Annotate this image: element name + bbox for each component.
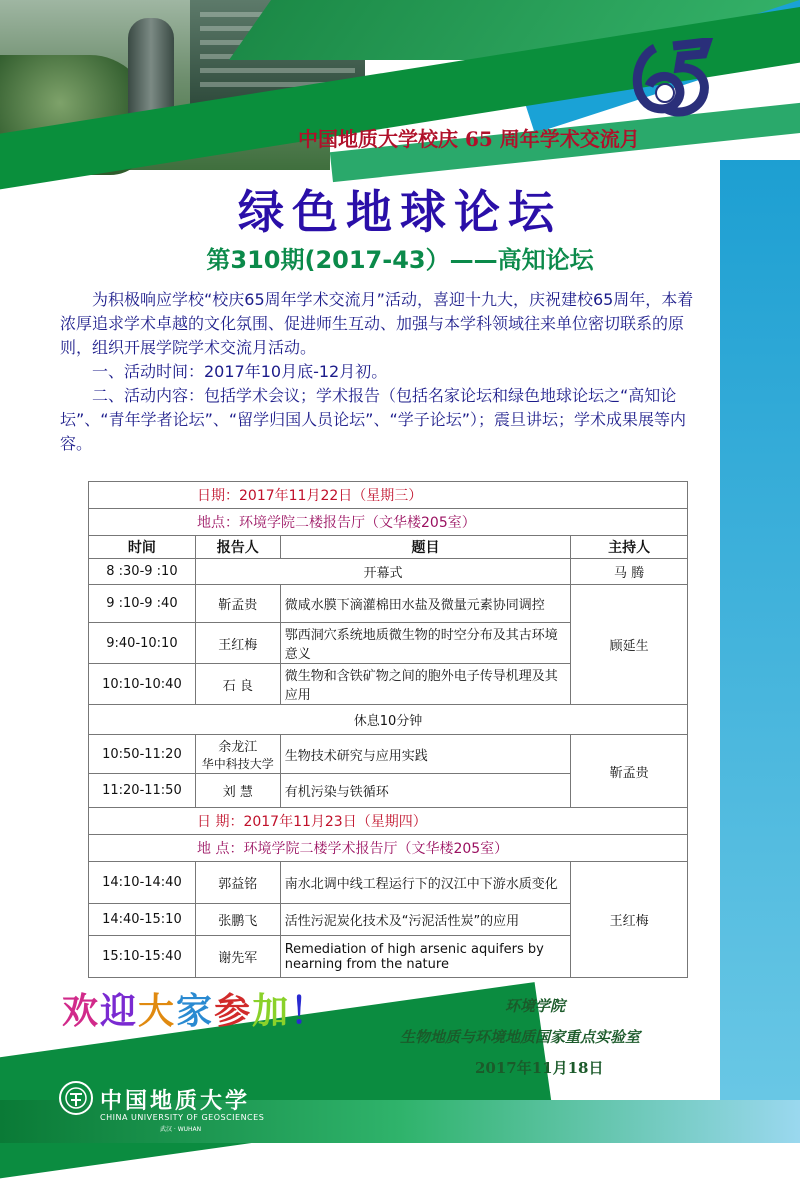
intro-paragraph: 为积极响应学校“校庆65周年学术交流月”活动，喜迎十九大，庆祝建校65周年，本着浓厚追求学术卓越的文化氛围、促进师生互动、加强与本学科领域往来单位密切联系的原则，组织开展学院学术交流月活动。 xyxy=(60,290,694,357)
anniversary-65-logo xyxy=(625,38,715,118)
title-cell: 生物技术研究与应用实践 xyxy=(280,735,571,774)
anniversary-subtitle: 中国地质大学校庆 65 周年学术交流月 xyxy=(298,127,640,151)
table-row xyxy=(89,862,688,904)
speaker-cell: 谢先军 xyxy=(195,936,280,978)
forum-title: 绿色地球论坛 xyxy=(238,185,562,239)
col-time: 时间 xyxy=(89,536,196,559)
opening-cell: 开幕式 xyxy=(195,559,570,585)
title-cell: Remediation of high arsenic aquifers by nearning from the nature xyxy=(280,936,571,978)
time-cell: 15:10-15:40 xyxy=(89,936,196,978)
issue-line: 第310期(2017-43）——高知论坛 xyxy=(206,246,594,274)
speaker-cell: 刘 慧 xyxy=(195,774,280,808)
intro-text xyxy=(60,288,708,456)
table-row xyxy=(89,585,688,623)
title-cell: 有机污染与铁循环 xyxy=(280,774,571,808)
speaker-cell: 张鹏飞 xyxy=(195,904,280,936)
welcome-char: 家 xyxy=(176,991,215,1032)
speaker-affiliation: 华中科技大学 xyxy=(201,757,274,771)
title-cell: 鄂西洞穴系统地质微生物的时空分布及其古环境意义 xyxy=(280,623,571,664)
university-name-en: CHINA UNIVERSITY OF GEOSCIENCES xyxy=(100,1113,265,1122)
university-name-cn: 中国地质大学 xyxy=(100,1089,251,1114)
welcome-char: ！ xyxy=(290,991,329,1032)
schedule-table xyxy=(88,481,688,978)
day1-date: 日期：2017年11月22日（星期三） xyxy=(89,482,688,509)
welcome-char: 参 xyxy=(214,991,253,1032)
activity-time: 一、活动时间：2017年10月底-12月初。 xyxy=(92,362,388,381)
organizer-lab: 生物地质与环境地质国家重点实验室 xyxy=(400,1028,641,1046)
title-cell: 活性污泥炭化技术及“污泥活性炭”的应用 xyxy=(280,904,571,936)
title-cell: 南水北调中线工程运行下的汉江中下游水质变化 xyxy=(280,862,571,904)
time-cell: 8 :30-9 :10 xyxy=(89,559,196,585)
speaker-cell: 王红梅 xyxy=(195,623,280,664)
col-speaker: 报告人 xyxy=(195,536,280,559)
time-cell: 9 :10-9 :40 xyxy=(89,585,196,623)
title-cell: 微咸水膜下滴灌棉田水盐及微量元素协同调控 xyxy=(280,585,571,623)
speaker-cell xyxy=(195,735,280,774)
organizer-school: 环境学院 xyxy=(505,997,566,1015)
table-row xyxy=(89,705,688,735)
host-cell: 靳孟贵 xyxy=(571,735,688,808)
day2-date: 日 期：2017年11月23日（星期四） xyxy=(89,808,688,835)
time-cell: 14:40-15:10 xyxy=(89,904,196,936)
time-cell: 10:50-11:20 xyxy=(89,735,196,774)
title-cell: 微生物和含铁矿物之间的胞外电子传导机理及其应用 xyxy=(280,664,571,705)
university-campus: 武汉 · WUHAN xyxy=(160,1126,202,1133)
time-cell: 10:10-10:40 xyxy=(89,664,196,705)
col-title: 题目 xyxy=(280,536,571,559)
host-cell: 马 腾 xyxy=(571,559,688,585)
welcome-char: 加 xyxy=(252,991,291,1032)
welcome-slogan xyxy=(62,983,328,1034)
welcome-char: 迎 xyxy=(100,991,139,1032)
welcome-char: 大 xyxy=(138,991,177,1032)
speaker-cell: 靳孟贵 xyxy=(195,585,280,623)
table-row xyxy=(89,559,688,585)
time-cell: 14:10-14:40 xyxy=(89,862,196,904)
day1-place: 地点：环境学院二楼报告厅（文华楼205室） xyxy=(89,509,688,536)
day2-place: 地 点：环境学院二楼学术报告厅（文华楼205室） xyxy=(89,835,688,862)
col-host: 主持人 xyxy=(571,536,688,559)
university-seal-icon xyxy=(58,1080,94,1116)
speaker-name: 余龙江 xyxy=(218,740,258,755)
blue-side-band xyxy=(720,160,800,1143)
notice-date: 2017年11月18日 xyxy=(475,1059,604,1077)
time-cell: 9:40-10:10 xyxy=(89,623,196,664)
host-cell: 顾延生 xyxy=(571,585,688,705)
host-cell: 王红梅 xyxy=(571,862,688,978)
speaker-cell: 石 良 xyxy=(195,664,280,705)
break-cell: 休息10分钟 xyxy=(89,705,688,735)
welcome-char: 欢 xyxy=(62,991,101,1032)
time-cell: 11:20-11:50 xyxy=(89,774,196,808)
activity-content: 二、活动内容：包括学术会议；学术报告（包括名家论坛和绿色地球论坛之“高知论坛”、“青年学者论坛”、“留学归国人员论坛”、“学子论坛”）；震旦讲坛；学术成果展等内容。 xyxy=(60,386,687,453)
speaker-cell: 郭益铭 xyxy=(195,862,280,904)
table-row xyxy=(89,735,688,774)
